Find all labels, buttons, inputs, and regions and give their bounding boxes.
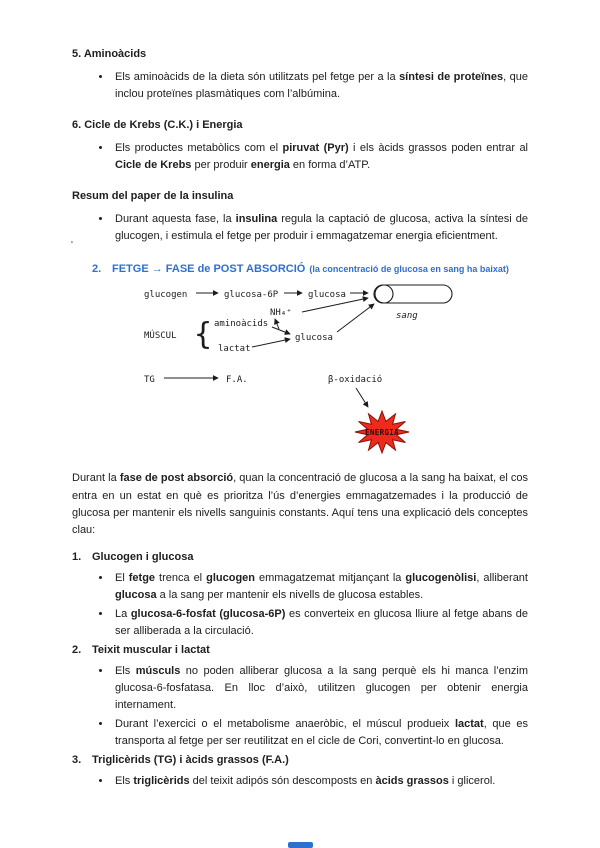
concept-title: Teixit muscular i lactat (92, 643, 210, 656)
concept-title: Glucogen i glucosa (92, 550, 194, 563)
heading-subtitle: (la concentració de glucosa en sang ha baixat) (309, 264, 509, 275)
label-aminoacids: aminoàcids (214, 319, 269, 330)
arrow-nh4-to-sang (302, 298, 368, 312)
bullet-item: • Els aminoàcids de la dieta són utilitzats pel fetge per a la síntesi de proteïnes, que inclou proteïnes plasmàtiques com l’albúmina. (112, 69, 528, 103)
label-tg: TG (144, 375, 155, 386)
aminoacids-bullets (72, 69, 528, 103)
concepts-list (72, 549, 528, 791)
label-lactat: lactat (218, 344, 251, 355)
heading-title: FETGE → FASE de POST ABSORCIÓ (112, 263, 306, 276)
bullet-item: • El fetge trenca el glucogen emmagatzemat mitjançant la glucogenòlisi, alliberant glucosa a la sang per mantenir els nivells de glucosa estables. (112, 570, 528, 604)
concept-item-muscular (72, 642, 528, 750)
metabolic-pathway-diagram (144, 282, 528, 458)
concept-title: Triglicèrids (TG) i àcids grassos (F.A.) (92, 754, 289, 767)
bullet-item: • Durant aquesta fase, la insulina regula la captació de glucosa, activa la síntesi de glucogen, i estimula el fetge per produir i emmagatzemar energia eficientment. (112, 211, 528, 245)
bullet-item: • La glucosa-6-fosfat (glucosa-6P) es converteix en glucosa lliure al fetge abans de ser alliberada a la circulació. (112, 606, 528, 640)
intro-paragraph: Durant la fase de post absorció, quan la concentració de glucosa a la sang ha baixat, el cos entra en un estat en què es prioritza l’ús d’energies emmagatzemades i la producció de glucosa per mantenir els nivells sanguinis constants. Aquí tens una explicació dels conceptes clau: (72, 472, 528, 536)
concept-number: 3. (72, 754, 82, 767)
krebs-bullets (72, 140, 528, 174)
section-heading-aminoacids: 5. Aminoàcids (72, 48, 147, 60)
concept-item-triglicerids (72, 752, 528, 790)
concept-bullets (72, 570, 528, 640)
label-glucosa-top: glucosa (308, 290, 346, 301)
label-fa: F.A. (226, 375, 248, 386)
label-glucosa-mid: glucosa (295, 333, 333, 344)
concept-heading (72, 642, 528, 659)
label-beta-oxidacio: β-oxidació (328, 375, 383, 386)
label-sang: sang (396, 311, 418, 322)
stray-mark: ' (71, 240, 73, 251)
bullet-item: • Els productes metabòlics com el piruvat (Pyr) i els àcids grassos poden entrar al Cicle de Krebs per produir energia en forma d’ATP. (112, 140, 528, 174)
section-heading-resum-insulina: Resum del paper de la insulina (72, 190, 234, 203)
bullet-item: • Els músculs no poden alliberar glucosa a la sang perquè els hi manca l’enzim glucosa-6-fosfatasa. En lloc d’això, utilitzen glucogen per obtenir energia internament. (112, 663, 528, 714)
bullet-item: • Els triglicèrids del teixit adipós són descomposts en àcids grassos i glicerol. (112, 773, 528, 790)
bullet-item: • Durant l’exercici o el metabolisme anaeròbic, el múscul produeix lactat, que es transporta al fetge per ser reutilitzat en el cicle de Cori, convertint-lo en glucosa. (112, 716, 528, 750)
label-nh4: NH₄⁺ (270, 308, 292, 319)
concept-bullets (72, 663, 528, 750)
arrow-glucosa-mid-to-sang (337, 304, 374, 332)
arrow-beta-to-energia (356, 388, 368, 407)
label-muscul: MÚSCUL (144, 331, 177, 342)
section-heading-fetge-postabsorcio (92, 261, 528, 278)
arrow-to-nh4 (275, 319, 279, 329)
concept-heading (72, 752, 528, 769)
heading-number: 2. (92, 263, 102, 276)
concept-bullets (72, 773, 528, 790)
label-glucogen: glucogen (144, 290, 188, 301)
arrow-aminoacids-to-glucosa (272, 327, 290, 334)
concept-item-glucogen (72, 549, 528, 640)
concept-number: 2. (72, 643, 82, 656)
resum-bullets (72, 211, 528, 245)
blood-vessel-end-circle (375, 285, 393, 303)
diagram-canvas (144, 282, 484, 458)
arrow-lactat-to-glucosa (252, 339, 290, 347)
section-heading-krebs: 6. Cicle de Krebs (C.K.) i Energia (72, 119, 243, 132)
label-glucosa-6p: glucosa-6P (224, 290, 279, 301)
brace-glyph: { (194, 317, 213, 353)
concept-number: 1. (72, 550, 82, 563)
next-page-peek (288, 842, 313, 848)
label-energia: ENERGIA (365, 428, 399, 438)
blood-vessel-shape (374, 285, 452, 303)
concept-heading (72, 549, 528, 566)
